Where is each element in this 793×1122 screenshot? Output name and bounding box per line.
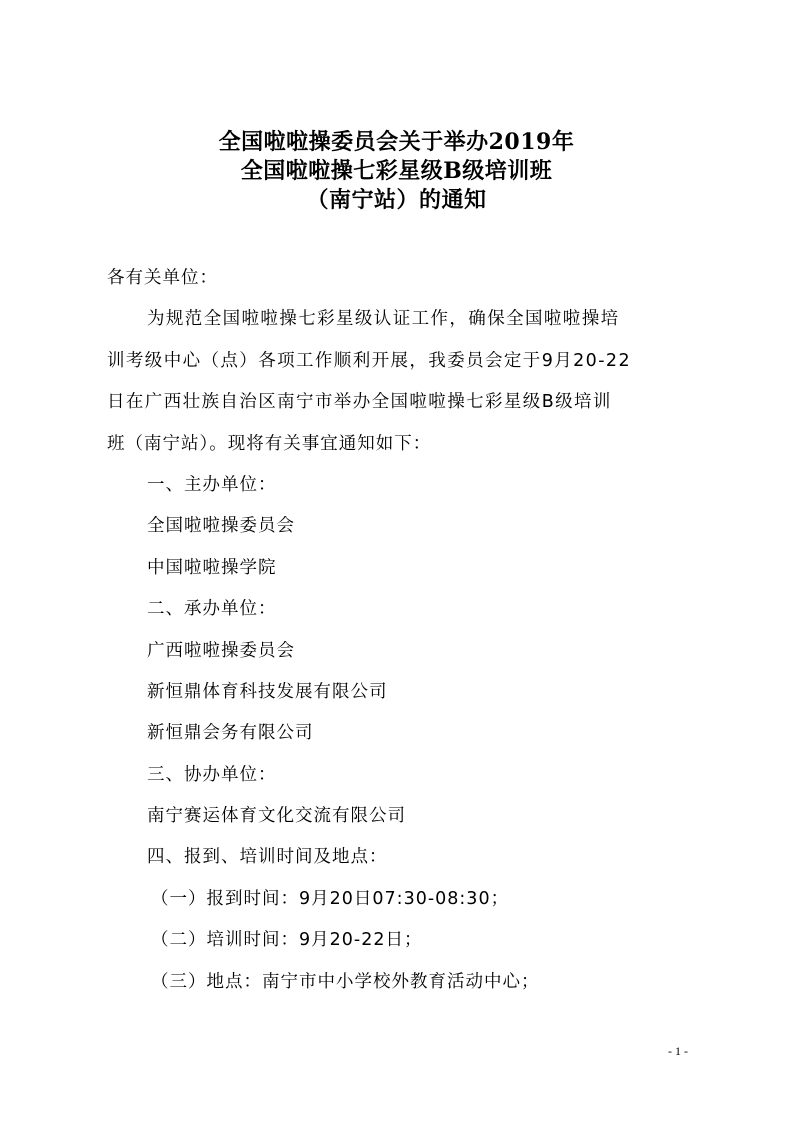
notice-title: [0, 128, 793, 215]
notice-body: [107, 258, 687, 1003]
title-line-2: 全国啦啦操七彩星级B级培训班: [240, 158, 553, 184]
salutation: 各有关单位：: [107, 268, 218, 288]
co-organizer-item: 南宁赛运体育文化交流有限公司: [147, 806, 406, 827]
intro-line-1: 为规范全国啦啦操七彩星级认证工作，确保全国啦啦操培: [147, 309, 620, 330]
host-item: 广西啦啦操委员会: [147, 640, 295, 661]
title-line-1: 全国啦啦操委员会关于举办2019年: [218, 129, 575, 155]
intro-line-3: 日在广西壮族自治区南宁市举办全国啦啦操七彩星级B级培训: [107, 392, 612, 413]
host-item: 新恒鼎会务有限公司: [147, 723, 314, 744]
host-item: 新恒鼎体育科技发展有限公司: [147, 681, 388, 702]
time-location-item: （一）报到时间：9月20日07:30-08:30；: [151, 888, 510, 909]
organizer-item: 中国啦啦操学院: [147, 557, 277, 578]
intro-line-2: 训考级中心（点）各项工作顺利开展，我委员会定于9月20-22: [107, 350, 631, 371]
time-location-item: （二）培训时间：9月20-22日；: [151, 930, 423, 951]
section-heading-host: 二、承办单位：: [147, 599, 277, 620]
organizer-item: 全国啦啦操委员会: [147, 516, 295, 537]
title-line-3: （南宁站）的通知: [306, 187, 487, 213]
time-location-item: （三）地点：南宁市中小学校外教育活动中心；: [151, 971, 540, 992]
intro-line-4: 班（南宁站）。现将有关事宜通知如下：: [107, 433, 432, 454]
section-heading-organizer: 一、主办单位：: [147, 474, 277, 495]
section-heading-co-organizer: 三、协办单位：: [147, 764, 277, 785]
page-number: - 1 -: [668, 1044, 688, 1058]
section-heading-time-location: 四、报到、培训时间及地点：: [147, 847, 388, 868]
